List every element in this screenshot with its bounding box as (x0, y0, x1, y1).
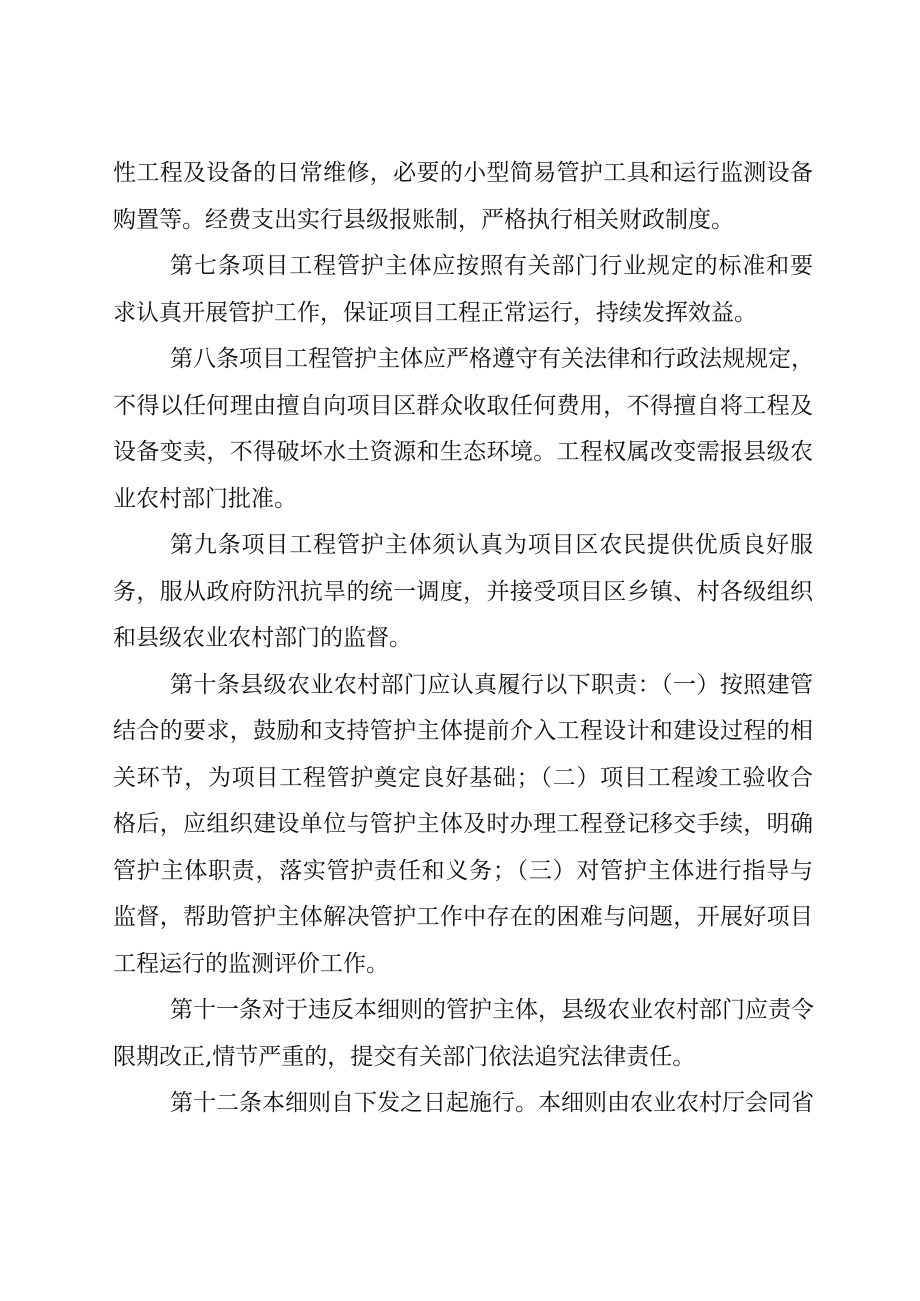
text-line: 购置等。经费支出实行县级报账制，严格执行相关财政制度。 (113, 206, 734, 233)
text-line: 设备变卖，不得破坏水土资源和生态环境。工程权属改变需报县级农 (113, 439, 813, 465)
text-line: 第十条县级农业农村部门应认真履行以下职责：（一）按照建管 (170, 671, 813, 698)
text-line: 第八条项目工程管护主体应严格遵守有关法律和行政法规规定， (170, 346, 814, 372)
text-line: 业农村部门批准。 (113, 485, 297, 512)
text-line: 性工程及设备的日常维修，必要的小型简易管护工具和运行监测设备 (113, 160, 813, 186)
text-line: 不得以任何理由擅自向项目区群众收取任何费用，不得擅自将工程及 (113, 392, 813, 419)
text-line: 关环节，为项目工程管护奠定良好基础；（二）项目工程竣工验收合 (113, 764, 813, 791)
paragraph-continued (113, 150, 813, 243)
text-line: 第九条项目工程管护主体须认真为项目区农民提供优质良好服 (170, 532, 813, 558)
paragraph-article-8 (113, 336, 813, 522)
document-body (113, 150, 813, 1127)
text-line: 和县级农业农村部门的监督。 (113, 625, 412, 651)
text-line: 务，服从政府防汛抗旱的统一调度，并接受项目区乡镇、村各级组织 (113, 578, 813, 605)
text-line: 求认真开展管护工作，保证项目工程正常运行，持续发挥效益。 (113, 299, 757, 326)
text-line: 限期改正,情节严重的，提交有关部门依法追究法律责任。 (113, 1043, 696, 1070)
paragraph-article-9 (113, 522, 813, 662)
paragraph-article-10 (113, 662, 813, 988)
text-line: 第七条项目工程管护主体应按照有关部门行业规定的标准和要 (170, 253, 813, 279)
paragraph-article-7 (113, 243, 813, 336)
text-line: 第十一条对于违反本细则的管护主体，县级农业农村部门应责令 (170, 997, 814, 1023)
text-line: 管护主体职责，落实管护责任和义务；（三）对管护主体进行指导与 (113, 857, 813, 884)
text-line: 格后，应组织建设单位与管护主体及时办理工程登记移交手续，明确 (113, 811, 813, 837)
text-line: 结合的要求，鼓励和支持管护主体提前介入工程设计和建设过程的相 (113, 718, 813, 744)
paragraph-article-11 (113, 987, 813, 1080)
text-line: 工程运行的监测评价工作。 (113, 950, 389, 977)
text-line: 监督，帮助管护主体解决管护工作中存在的困难与问题，开展好项目 (113, 904, 813, 930)
text-line: 第十二条本细则自下发之日起施行。本细则由农业农村厅会同省 (170, 1090, 814, 1116)
paragraph-article-12 (113, 1080, 813, 1127)
